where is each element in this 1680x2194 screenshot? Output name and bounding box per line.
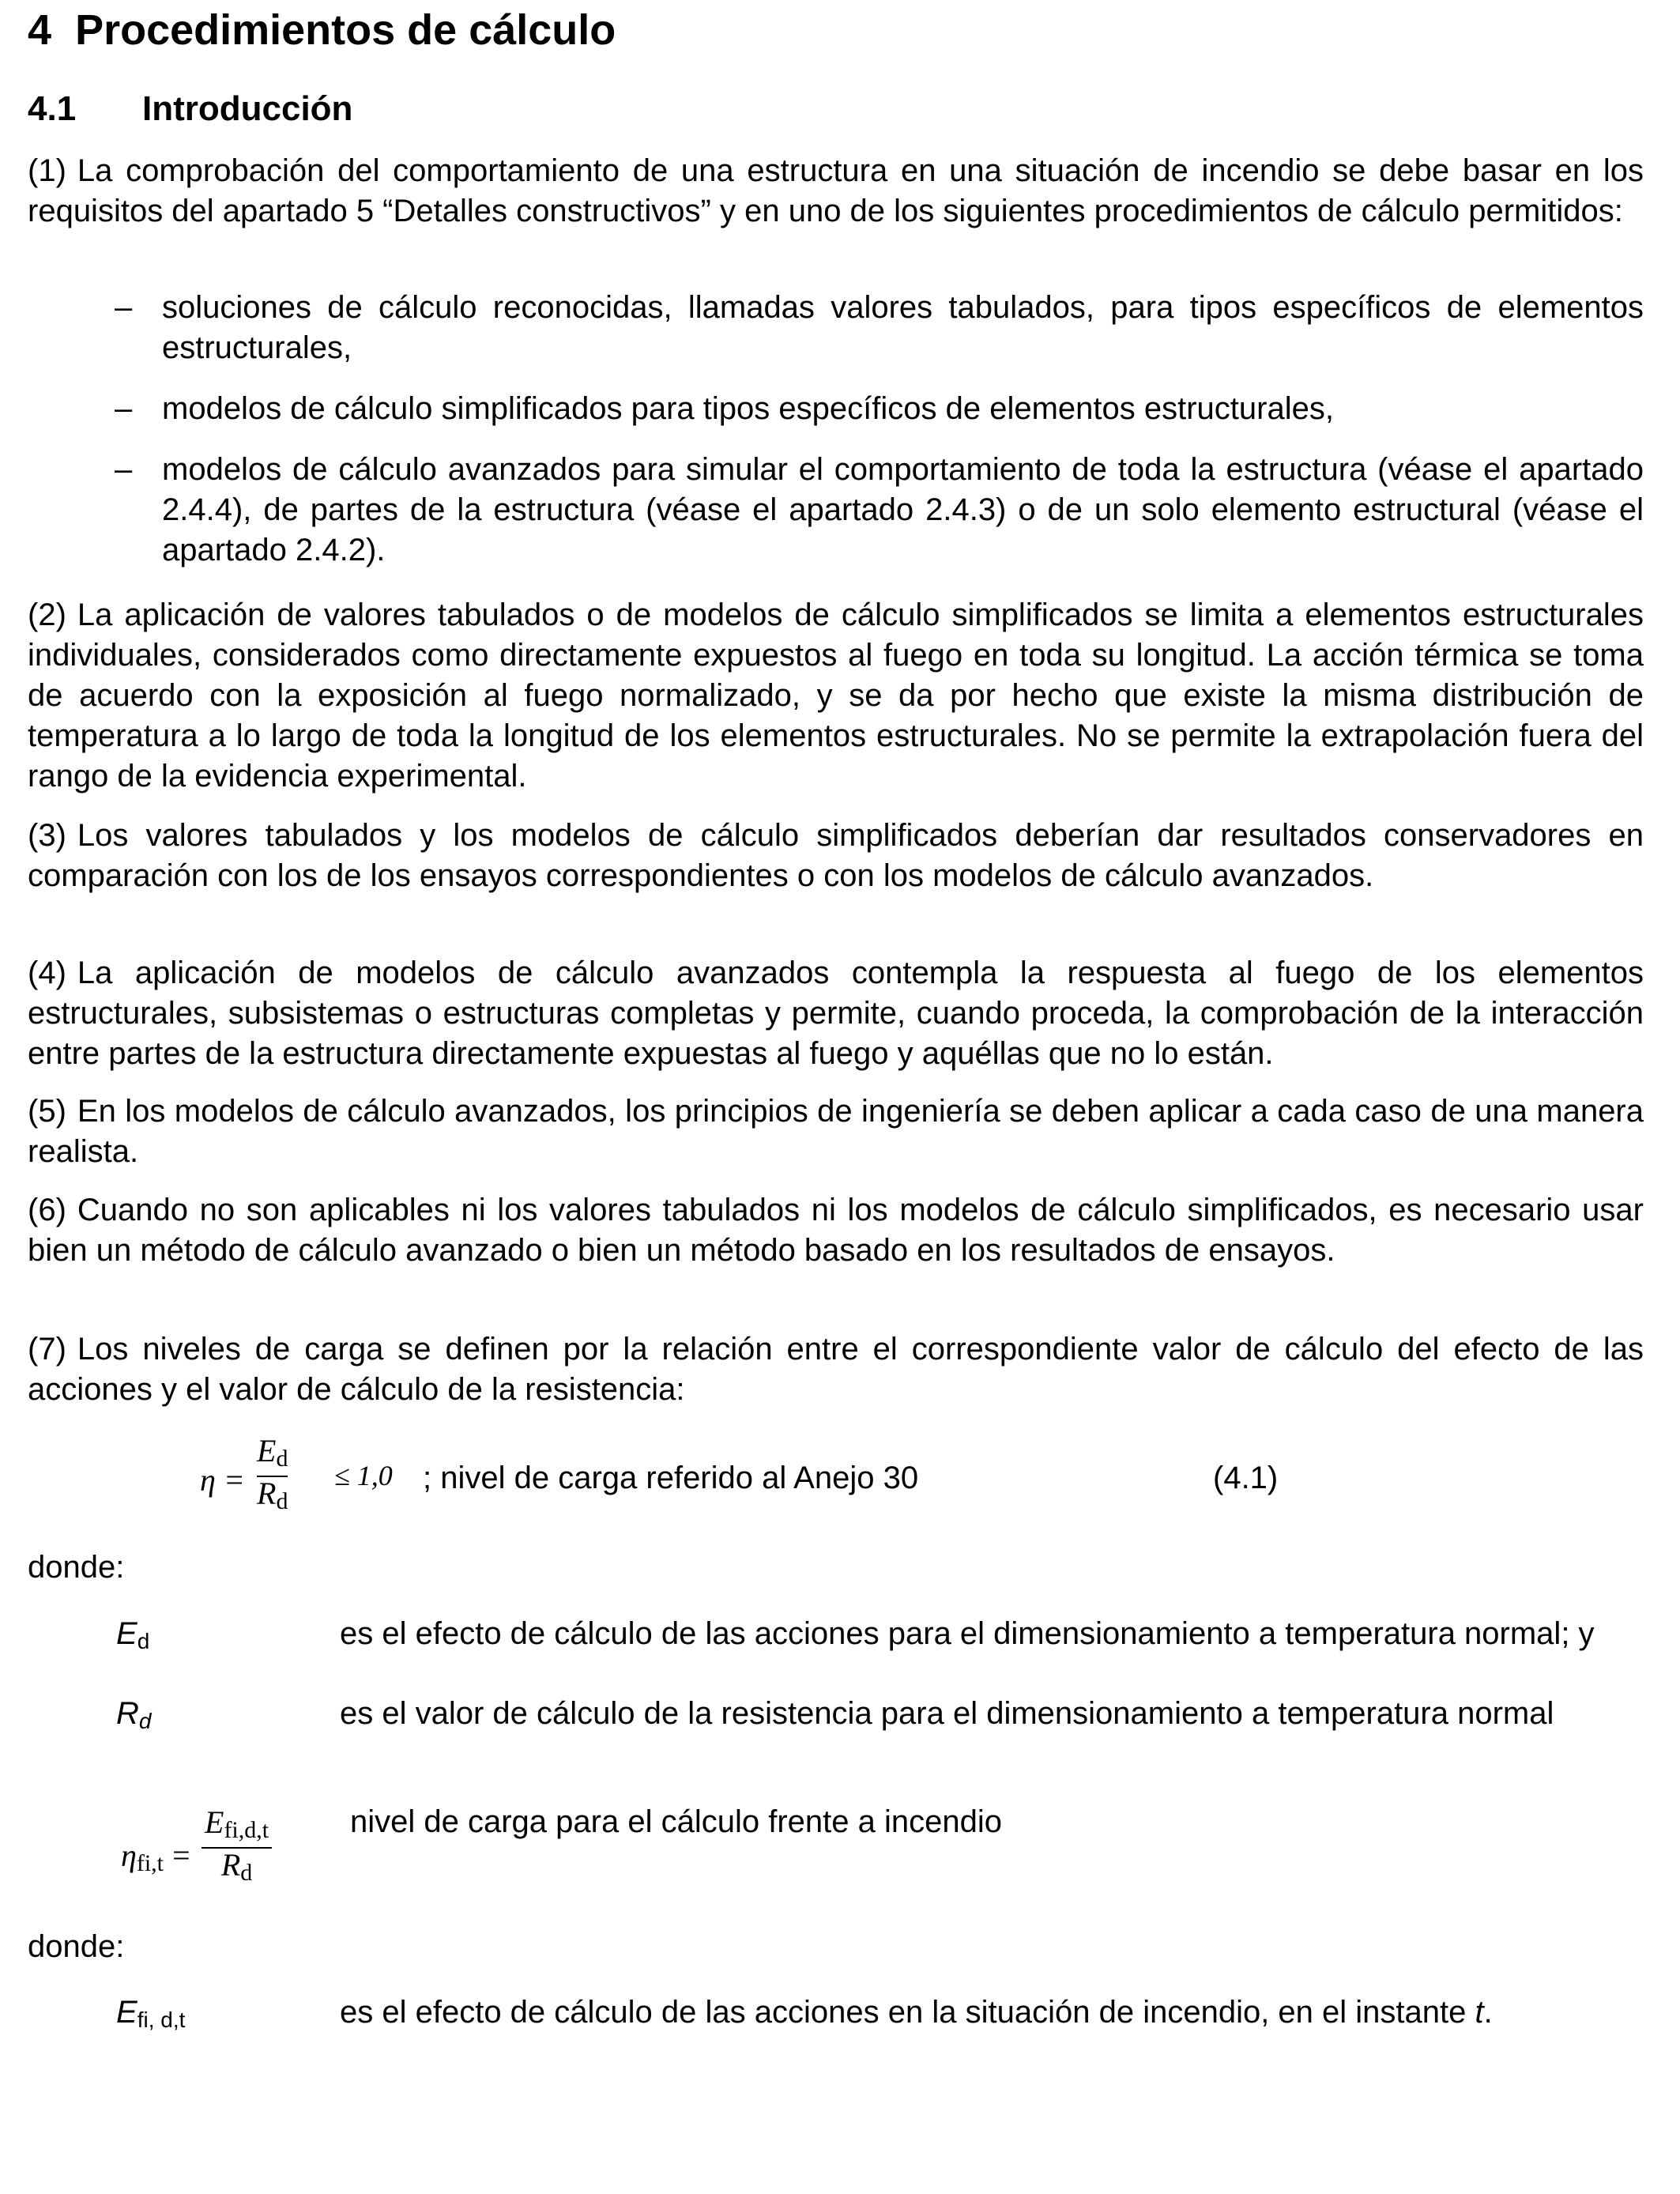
paragraph-number: (5) bbox=[28, 1094, 66, 1129]
paragraph-2 bbox=[28, 595, 1644, 797]
eta-lhs: η = bbox=[200, 1462, 245, 1498]
numerator: $E_d$ bbox=[257, 1433, 288, 1472]
paragraph-number: (3) bbox=[28, 818, 66, 853]
paragraph-number: (4) bbox=[28, 956, 66, 990]
paragraph-text: La aplicación de valores tabulados o de modelos de cálculo simplificados se limita a elementos estructurales individuales, considerados como directamente expuestos al fuego en toda su longitud. La acción térmica se toma de acuerdo con la exposición al fuego normalizado, y se da por hecho que existe la misma distribución de temperatura a lo largo de toda la longitud de los elementos estructurales. No se permite la extrapolación fuera del rango de la evidencia experimental. bbox=[28, 598, 1644, 794]
section-heading bbox=[28, 5, 616, 55]
bullet-dash: – bbox=[115, 391, 133, 426]
paragraph-7 bbox=[28, 1329, 1644, 1410]
paragraph-3 bbox=[28, 816, 1644, 896]
donde-label: donde: bbox=[28, 1929, 125, 1964]
list-item-text: modelos de cálculo simplificados para tipos específicos de elementos estructurales, bbox=[162, 391, 1334, 426]
donde-label: donde: bbox=[28, 1550, 125, 1585]
definition-symbol: $R_d$ bbox=[116, 1696, 152, 1733]
paragraph-text: Cuando no son aplicables ni los valores tabulados ni los modelos de cálculo simplificados, es necesario usar bien un método de cálculo avanzado o bien un método basado en los resultados de ensayos. bbox=[28, 1193, 1644, 1268]
section-number: 4 bbox=[28, 6, 52, 54]
paragraph-4 bbox=[28, 953, 1644, 1074]
subsection-title: Introducción bbox=[142, 89, 353, 128]
section-title: Procedimientos de cálculo bbox=[75, 6, 616, 54]
definition-text: es el efecto de cálculo de las acciones para el dimensionamiento a temperatura normal; y bbox=[340, 1616, 1595, 1651]
paragraph-number: (1) bbox=[28, 153, 66, 188]
list-item-text: soluciones de cálculo reconocidas, llamadas valores tabulados, para tipos específicos de elementos estructurales, bbox=[162, 290, 1644, 365]
denominator: $R_d$ bbox=[257, 1476, 288, 1514]
paragraph-5 bbox=[28, 1091, 1644, 1172]
bullet-dash: – bbox=[115, 452, 133, 487]
subsection-heading bbox=[28, 88, 352, 130]
denominator: $R_d$ bbox=[220, 1847, 253, 1886]
paragraph-number: (7) bbox=[28, 1332, 66, 1367]
paragraph-text: La aplicación de modelos de cálculo avanzados contempla la respuesta al fuego de los elementos estructurales, subsistemas o estructuras completas y permite, cuando proceda, la comprobación de la interacción entre partes de la estructura directamente expuestas al fuego y aquéllas que no lo están. bbox=[28, 956, 1644, 1071]
paragraph-6 bbox=[28, 1190, 1644, 1271]
equation-number: (4.1) bbox=[1213, 1461, 1279, 1495]
list-item-text: modelos de cálculo avanzados para simular el comportamiento de toda la estructura (véase el apartado 2.4.4), de partes de la estructura (véase el apartado 2.4.3) o de un solo elemento estructural (véase el apartado 2.4.2). bbox=[162, 452, 1644, 567]
fraction-efi-rd bbox=[202, 1806, 272, 1890]
subsection-number: 4.1 bbox=[28, 89, 77, 128]
paragraph-text: Los niveles de carga se definen por la relación entre el correspondiente valor de cálculo del efecto de las acciones y el valor de cálculo de la resistencia: bbox=[28, 1332, 1644, 1407]
numerator: $E_{fi,d,t}$ bbox=[205, 1804, 269, 1843]
paragraph-number: (6) bbox=[28, 1193, 66, 1227]
paragraph-text: Los valores tabulados y los modelos de cálculo simplificados deberían dar resultados conservadores en comparación con los de los ensayos correspondientes o con los modelos de cálculo avanzados. bbox=[28, 818, 1644, 893]
paragraph-1 bbox=[28, 151, 1644, 232]
paragraph-text: La comprobación del comportamiento de una estructura en una situación de incendio se debe basar en los requisitos del apartado 5 “Detalles constructivos” y en uno de los siguientes procedimientos de cálculo permitidos: bbox=[28, 153, 1644, 228]
equation-description: ; nivel de carga referido al Anejo 30 bbox=[423, 1461, 919, 1495]
paragraph-number: (2) bbox=[28, 598, 66, 632]
paragraph-text: En los modelos de cálculo avanzados, los principios de ingeniería se deben aplicar a cada caso de una manera realista. bbox=[28, 1094, 1644, 1169]
fraction-ed-rd bbox=[257, 1434, 288, 1518]
eta-fi-lhs: $\eta_{fi,t}$ = bbox=[121, 1838, 190, 1876]
definition-text: es el valor de cálculo de la resistencia para el dimensionamiento a temperatura normal bbox=[340, 1696, 1554, 1731]
definition-symbol: $E_{fi, d,t}$ bbox=[116, 1995, 186, 2032]
definition-symbol: $E_d$ bbox=[116, 1616, 150, 1653]
inequality-rhs: ≤ 1,0 bbox=[334, 1460, 393, 1491]
bullet-dash: – bbox=[115, 290, 133, 325]
definition-text: es el efecto de cálculo de las acciones en la situación de incendio, en el instante t. bbox=[340, 1995, 1493, 2030]
equation-description: nivel de carga para el cálculo frente a incendio bbox=[350, 1804, 1002, 1839]
